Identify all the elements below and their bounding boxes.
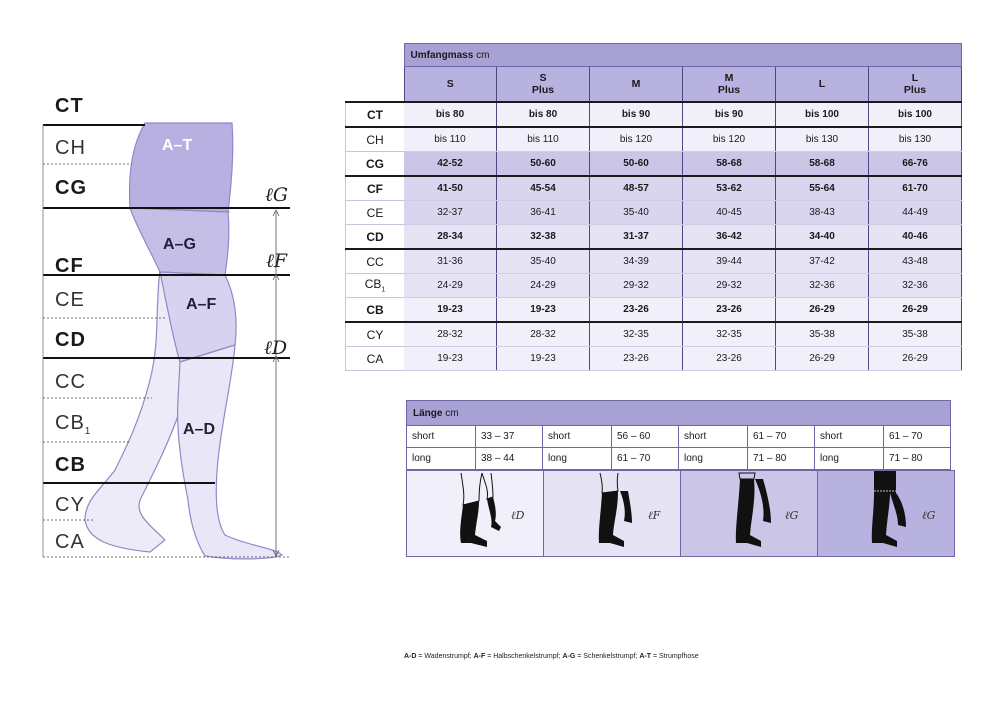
pictogram-label-lg-1: ℓG (785, 509, 799, 522)
zone-label-cb1-text: CB (55, 412, 85, 434)
size-cell: bis 110 (497, 127, 590, 152)
size-row-label (346, 298, 405, 323)
leg-illustration (0, 0, 300, 600)
size-header-line2: Plus (531, 84, 555, 96)
size-cell: 43-48 (869, 249, 962, 274)
segment-label-at: A–T (162, 137, 193, 154)
legend-key-af: A-F (473, 653, 486, 660)
size-row-label-text: CT (367, 107, 383, 122)
size-row (346, 152, 962, 177)
size-row-label (346, 176, 405, 201)
size-header-line1: S (539, 72, 547, 84)
size-header-1 (497, 67, 590, 103)
length-range: 61 – 70 (748, 426, 815, 448)
segment-label-af: A–F (186, 296, 217, 313)
length-table-caption-title: Länge (413, 407, 443, 419)
size-cell: 32-37 (404, 201, 497, 225)
length-range: 71 – 80 (748, 448, 815, 470)
size-cell: 31-37 (590, 225, 683, 250)
legend-key-ad: A-D (404, 653, 417, 660)
length-size-key: long (543, 448, 612, 470)
size-row (346, 249, 962, 274)
size-cell: 24-29 (404, 274, 497, 298)
size-cell: 34-39 (590, 249, 683, 274)
size-header-line1: L (911, 72, 919, 84)
size-row-label (346, 274, 405, 298)
zone-label-ce: CE (55, 289, 85, 311)
zone-label-cd: CD (55, 329, 86, 351)
size-cell: 32-36 (776, 274, 869, 298)
size-row-label-text: CC (366, 254, 384, 269)
size-table-caption-title: Umfangmass (410, 49, 474, 61)
size-row (346, 176, 962, 201)
pictogram-half-thigh (544, 471, 681, 556)
pictogram-thigh (681, 471, 818, 556)
size-cell: 28-34 (404, 225, 497, 250)
pictogram-tights (818, 471, 954, 556)
size-cell: 37-42 (776, 249, 869, 274)
size-cell: 19-23 (497, 347, 590, 371)
length-range: 71 – 80 (884, 448, 951, 470)
size-cell: 35-38 (869, 322, 962, 347)
size-cell: 26-29 (869, 298, 962, 323)
size-cell: 44-49 (869, 201, 962, 225)
size-cell: 32-36 (869, 274, 962, 298)
size-row (346, 274, 962, 298)
size-cell: 19-23 (404, 347, 497, 371)
size-cell: 35-40 (590, 201, 683, 225)
size-cell: 29-32 (683, 274, 776, 298)
length-size-key: long (407, 448, 476, 470)
size-row-label (346, 201, 405, 225)
size-row-label (346, 127, 405, 152)
length-range: 56 – 60 (612, 426, 679, 448)
size-row (346, 201, 962, 225)
size-row-label-text: CB (366, 302, 384, 317)
size-cell: bis 90 (683, 102, 776, 127)
size-header-4 (776, 67, 869, 103)
size-cell: 53-62 (683, 176, 776, 201)
size-cell: 39-44 (683, 249, 776, 274)
zone-label-cf: CF (55, 255, 84, 277)
size-cell: 50-60 (497, 152, 590, 177)
size-row-label-text: CE (366, 205, 384, 220)
size-row-label (346, 322, 405, 347)
size-header-line1: M (631, 78, 641, 90)
size-cell: 40-45 (683, 201, 776, 225)
size-row-label (346, 152, 405, 177)
zone-label-ch: CH (55, 137, 86, 159)
size-row (346, 102, 962, 127)
length-label-ld: ℓD (264, 337, 288, 359)
length-size-key: short (679, 426, 748, 448)
size-row-label-sub: 1 (381, 286, 386, 294)
zone-label-ct: CT (55, 95, 84, 117)
size-header-line2: Plus (903, 84, 927, 96)
size-cell: 28-32 (404, 322, 497, 347)
size-cell: bis 90 (590, 102, 683, 127)
size-row (346, 225, 962, 250)
size-row-label (346, 225, 405, 250)
length-table-body (407, 426, 951, 470)
size-cell: 40-46 (869, 225, 962, 250)
size-cell: 26-29 (776, 347, 869, 371)
size-cell: bis 100 (869, 102, 962, 127)
length-size-key: short (815, 426, 884, 448)
size-cell: 50-60 (590, 152, 683, 177)
size-cell: 58-68 (776, 152, 869, 177)
size-cell: 23-26 (683, 347, 776, 371)
size-header-line1: S (446, 78, 454, 90)
size-table-header (346, 67, 962, 103)
footer-legend (404, 653, 699, 660)
zone-label-cc: CC (55, 371, 86, 393)
size-cell: 23-26 (590, 347, 683, 371)
size-header-0 (404, 67, 497, 103)
size-cell: 48-57 (590, 176, 683, 201)
length-range: 61 – 70 (612, 448, 679, 470)
length-label-lg: ℓG (265, 184, 289, 206)
length-table-caption-unit: cm (445, 407, 459, 419)
size-cell: 32-35 (683, 322, 776, 347)
size-row-label (346, 347, 405, 371)
length-label-lf: ℓF (266, 250, 288, 272)
size-cell: 23-26 (683, 298, 776, 323)
size-cell: 31-36 (404, 249, 497, 274)
size-cell: 66-76 (869, 152, 962, 177)
size-cell: 35-38 (776, 322, 869, 347)
legend-key-ag: A-G (562, 653, 576, 660)
size-cell: 38-43 (776, 201, 869, 225)
segment-label-ag: A–G (163, 236, 196, 253)
size-cell: 23-26 (590, 298, 683, 323)
pictogram-label-lf: ℓF (648, 509, 661, 522)
length-size-key: short (407, 426, 476, 448)
size-cell: 42-52 (404, 152, 497, 177)
length-table-caption (407, 401, 951, 426)
size-row-label-text: CD (366, 229, 384, 244)
segment-ad-shape (178, 345, 282, 559)
zone-label-cb1-sub: 1 (84, 426, 92, 437)
size-header-line2: Plus (717, 84, 741, 96)
size-cell: bis 130 (869, 127, 962, 152)
size-cell: 24-29 (497, 274, 590, 298)
length-size-key: short (543, 426, 612, 448)
size-header-2 (590, 67, 683, 103)
size-row (346, 127, 962, 152)
zone-label-cy: CY (55, 494, 85, 516)
pictogram-label-lg-2: ℓG (922, 509, 936, 522)
size-cell: 32-35 (590, 322, 683, 347)
size-row-label-text: CF (367, 181, 383, 196)
size-row-label-text: CH (366, 132, 384, 147)
size-cell: 26-29 (869, 347, 962, 371)
length-size-key: long (815, 448, 884, 470)
size-cell: 45-54 (497, 176, 590, 201)
size-cell: 19-23 (497, 298, 590, 323)
length-table (406, 400, 951, 470)
length-size-key: long (679, 448, 748, 470)
size-cell: 35-40 (497, 249, 590, 274)
segment-label-ad: A–D (183, 421, 216, 438)
pictogram-label-ld: ℓD (511, 509, 525, 522)
size-cell: 36-41 (497, 201, 590, 225)
thigh-stocking-icon (723, 471, 783, 558)
size-cell: bis 120 (683, 127, 776, 152)
size-cell: 36-42 (683, 225, 776, 250)
size-cell: bis 80 (497, 102, 590, 127)
size-row-label-text: CG (366, 156, 384, 171)
legend-text-af: = Halbschenkelstrumpf; (485, 653, 563, 660)
size-cell: 29-32 (590, 274, 683, 298)
size-cell: bis 80 (404, 102, 497, 127)
length-range: 61 – 70 (884, 426, 951, 448)
length-row (407, 426, 951, 448)
half-thigh-stocking-icon (586, 471, 646, 558)
length-range: 33 – 37 (476, 426, 543, 448)
size-row-label-text: CY (366, 327, 384, 342)
size-cell: bis 100 (776, 102, 869, 127)
size-row-label (346, 102, 405, 127)
size-row-label-text: CA (366, 351, 384, 366)
size-row (346, 322, 962, 347)
length-row (407, 448, 951, 470)
size-table (345, 43, 962, 371)
zone-label-cb: CB (55, 454, 86, 476)
size-table-body (346, 102, 962, 371)
legend-text-ad: = Wadenstrumpf; (416, 653, 474, 660)
size-cell: 41-50 (404, 176, 497, 201)
zone-label-cb1 (55, 412, 91, 437)
legend-key-at: A-T (639, 653, 652, 660)
zone-label-ca: CA (55, 531, 85, 553)
size-row-label-text: CB (364, 277, 382, 292)
size-cell: 32-38 (497, 225, 590, 250)
size-header-line1: L (818, 78, 826, 90)
size-cell: 55-64 (776, 176, 869, 201)
size-cell: 58-68 (683, 152, 776, 177)
pictogram-row (406, 470, 955, 557)
size-cell: bis 130 (776, 127, 869, 152)
size-cell: 34-40 (776, 225, 869, 250)
size-cell: 26-29 (776, 298, 869, 323)
size-row-label (346, 249, 405, 274)
tights-icon (860, 471, 920, 558)
legend-text-at: = Strumpfhose (651, 653, 699, 660)
leg-diagram (0, 0, 300, 707)
size-row (346, 298, 962, 323)
calf-stocking-icon (449, 471, 509, 558)
size-cell: 19-23 (404, 298, 497, 323)
size-header-5 (869, 67, 962, 103)
size-row (346, 347, 962, 371)
size-cell: 61-70 (869, 176, 962, 201)
size-header-3 (683, 67, 776, 103)
size-header-line1: M (724, 72, 734, 84)
size-cell: bis 110 (404, 127, 497, 152)
legend-text-ag: = Schenkelstrumpf; (575, 653, 640, 660)
length-range: 38 – 44 (476, 448, 543, 470)
zone-label-cg: CG (55, 177, 87, 199)
size-cell: bis 120 (590, 127, 683, 152)
size-table-caption (404, 44, 962, 67)
pictogram-calf (407, 471, 544, 556)
size-table-caption-unit: cm (476, 49, 490, 61)
size-cell: 28-32 (497, 322, 590, 347)
